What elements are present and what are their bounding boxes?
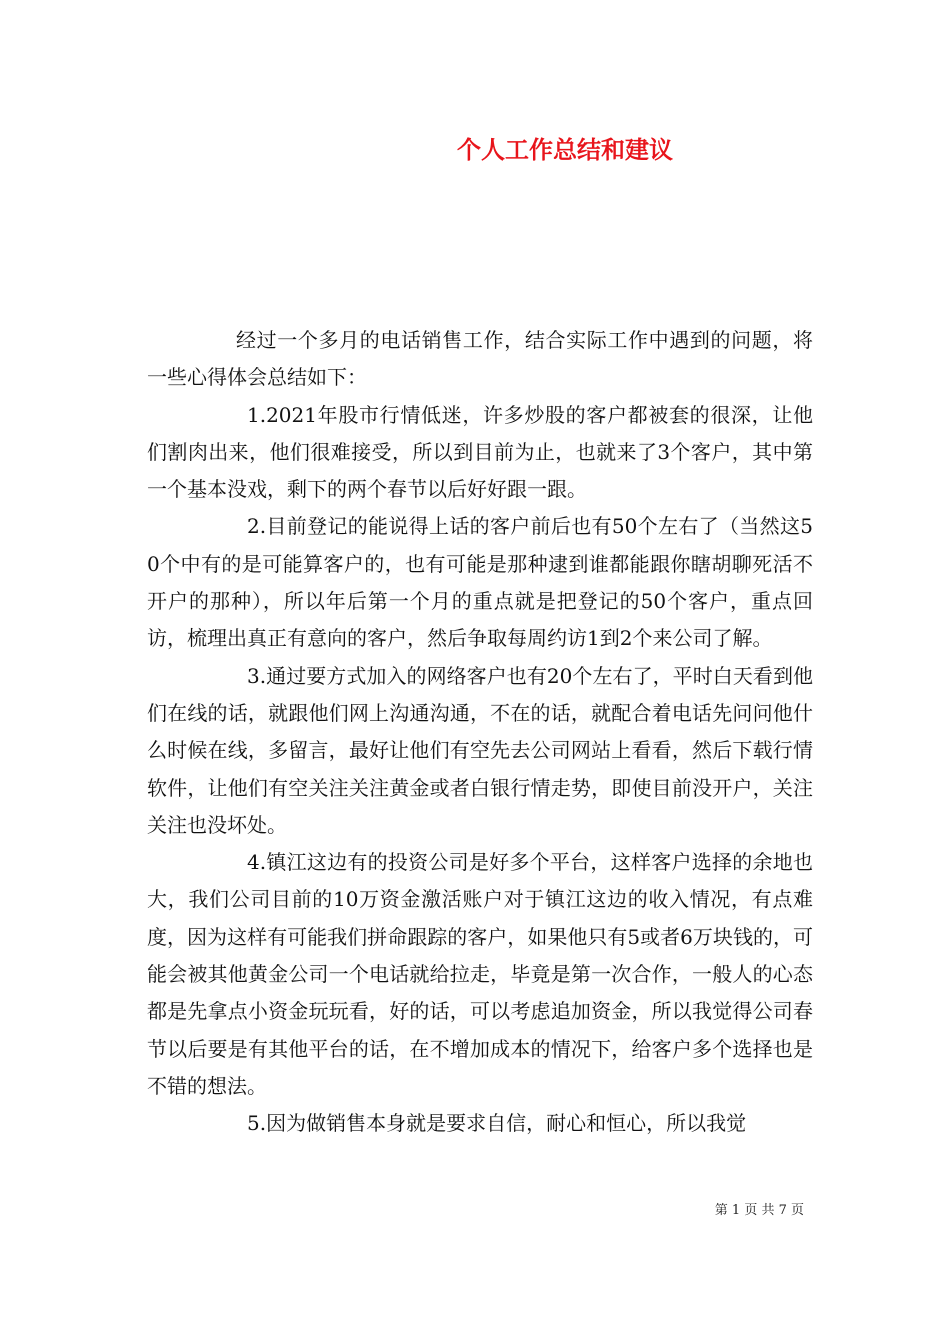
paragraph-item-1: 1.2021年股市行情低迷，许多炒股的客户都被套的很深，让他们割肉出来，他们很难接受，所以到目前为止，也就来了3个客户，其中第一个基本没戏，剩下的两个春节以后好好跟一跟。 xyxy=(147,402,813,502)
page-title: 个人工作总结和建议 xyxy=(457,135,673,164)
paragraph-item-3: 3.通过要方式加入的网络客户也有20个左右了，平时白天看到他们在线的话，就跟他们网上沟通沟通，不在的话，就配合着电话先问问他什么时候在线，多留言，最好让他们有空先去公司网站上看看，然后下载行情软件，让他们有空关注关注黄金或者白银行情走势，即使目前没开户，关注关注也没坏处。 xyxy=(147,663,813,837)
page-number-footer: 第 1 页 共 7 页 xyxy=(714,1203,804,1218)
paragraph-item-4: 4.镇江这边有的投资公司是好多个平台，这样客户选择的余地也大，我们公司目前的10万资金激活账户对于镇江这边的收入情况，有点难度，因为这样有可能我们拼命跟踪的客户，如果他只有5或者6万块钱的，可能会被其他黄金公司一个电话就给拉走，毕竟是第一次合作，一般人的心态都是先拿点小资金玩玩看，好的话，可以考虑追加资金，所以我觉得公司春节以后要是有其他平台的话，在不增加成本的情况下，给客户多个选择也是不错的想法。 xyxy=(147,850,813,1098)
paragraph-intro: 经过一个多月的电话销售工作，结合实际工作中遇到的问题，将一些心得体会总结如下： xyxy=(147,328,813,390)
document-body xyxy=(147,322,813,1143)
paragraph-item-5: 5.因为做销售本身就是要求自信，耐心和恒心，所以我觉 xyxy=(247,1111,747,1136)
paragraph-item-2: 2.目前登记的能说得上话的客户前后也有50个左右了（当然这50个中有的是可能算客户的，也有可能是那种逮到谁都能跟你瞎胡聊死活不开户的那种），所以年后第一个月的重点就是把登记的50个客户，重点回访，梳理出真正有意向的客户，然后争取每周约访1到2个来公司了解。 xyxy=(147,514,813,651)
